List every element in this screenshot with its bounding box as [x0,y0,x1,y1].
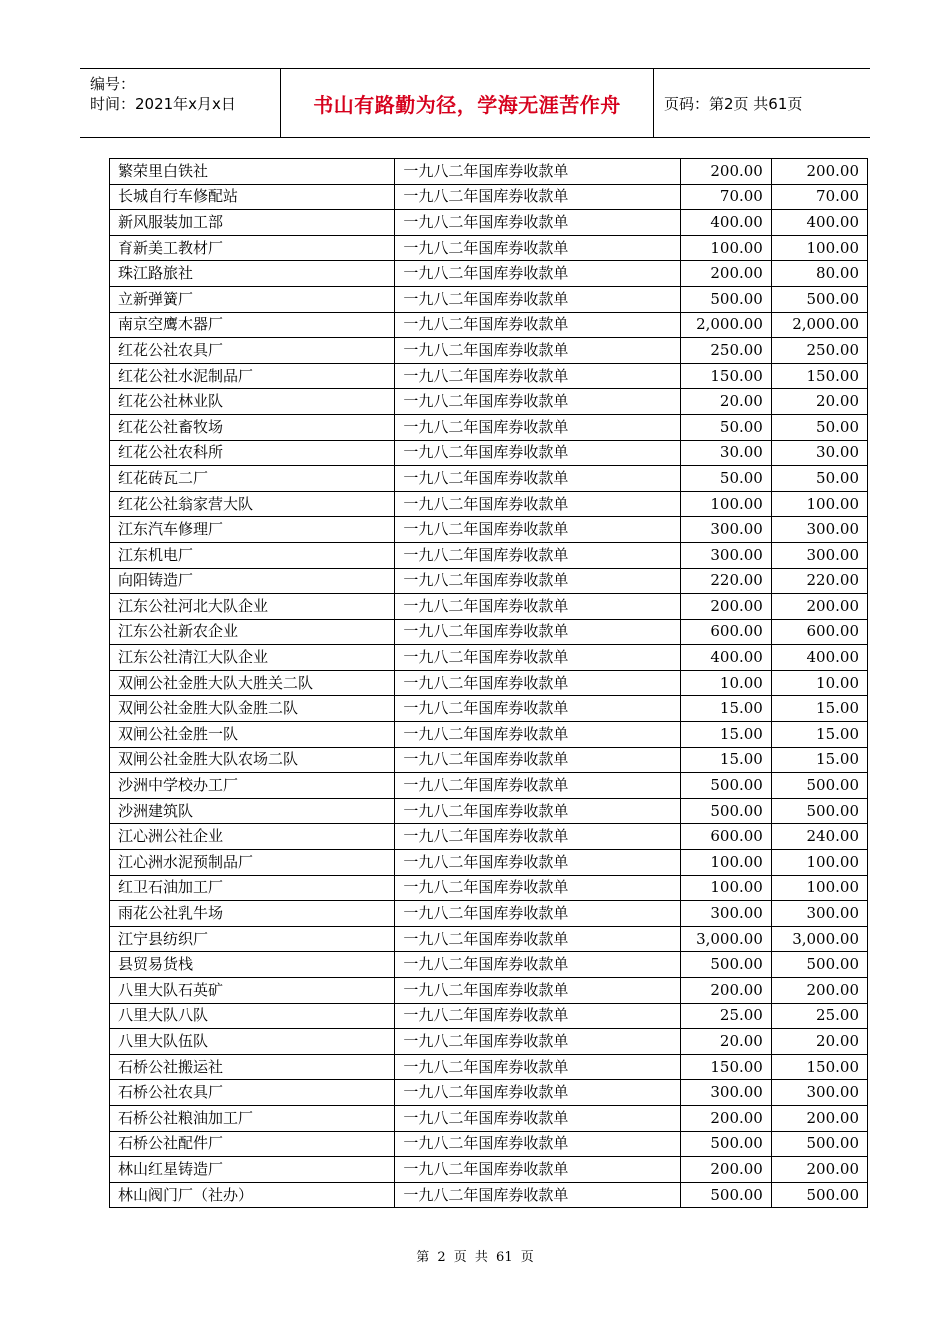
paid-amount-cell: 30.00 [771,440,867,466]
document-type-cell: 一九八二年国库券收款单 [395,286,680,312]
paid-amount-cell: 100.00 [771,491,867,517]
time-label: 时间：2021年x月x日 [90,95,236,113]
document-type-cell: 一九八二年国库券收款单 [395,1080,680,1106]
unit-name-cell: 红花公社畜牧场 [110,414,395,440]
document-type-cell: 一九八二年国库券收款单 [395,619,680,645]
paid-amount-cell: 500.00 [771,773,867,799]
unit-name-cell: 县贸易货栈 [110,952,395,978]
unit-name-cell: 林山红星铸造厂 [110,1157,395,1183]
unit-name-cell: 红花公社农科所 [110,440,395,466]
table-row [110,645,868,671]
unit-name-cell: 双闸公社金胜大队金胜二队 [110,696,395,722]
document-type-cell: 一九八二年国库券收款单 [395,773,680,799]
document-type-cell: 一九八二年国库券收款单 [395,517,680,543]
table-row [110,159,868,185]
document-type-cell: 一九八二年国库券收款单 [395,594,680,620]
unit-name-cell: 红花公社水泥制品厂 [110,363,395,389]
document-type-cell: 一九八二年国库券收款单 [395,798,680,824]
paid-amount-cell: 500.00 [771,286,867,312]
unit-name-cell: 江心洲公社企业 [110,824,395,850]
table-row [110,901,868,927]
paid-amount-cell: 2,000.00 [771,312,867,338]
amount-cell: 200.00 [680,159,771,185]
amount-cell: 500.00 [680,1182,771,1208]
table-row [110,312,868,338]
amount-cell: 500.00 [680,773,771,799]
amount-cell: 100.00 [680,850,771,876]
amount-cell: 15.00 [680,747,771,773]
paid-amount-cell: 15.00 [771,696,867,722]
paid-amount-cell: 25.00 [771,1003,867,1029]
amount-cell: 300.00 [680,517,771,543]
amount-cell: 300.00 [680,542,771,568]
document-type-cell: 一九八二年国库券收款单 [395,440,680,466]
document-type-cell: 一九八二年国库券收款单 [395,235,680,261]
amount-cell: 100.00 [680,875,771,901]
table-row [110,875,868,901]
table-row [110,286,868,312]
unit-name-cell: 立新弹簧厂 [110,286,395,312]
paid-amount-cell: 10.00 [771,670,867,696]
unit-name-cell: 新风服装加工部 [110,210,395,236]
paid-amount-cell: 200.00 [771,159,867,185]
document-type-cell: 一九八二年国库券收款单 [395,747,680,773]
amount-cell: 15.00 [680,722,771,748]
table-row [110,184,868,210]
document-type-cell: 一九八二年国库券收款单 [395,1157,680,1183]
amount-cell: 200.00 [680,1157,771,1183]
unit-name-cell: 江东公社新农企业 [110,619,395,645]
unit-name-cell: 红花砖瓦二厂 [110,466,395,492]
unit-name-cell: 红花公社农具厂 [110,338,395,364]
document-type-cell: 一九八二年国库券收款单 [395,901,680,927]
amount-cell: 200.00 [680,261,771,287]
unit-name-cell: 红卫石油加工厂 [110,875,395,901]
amount-cell: 70.00 [680,184,771,210]
table-row [110,1105,868,1131]
document-type-cell: 一九八二年国库券收款单 [395,1029,680,1055]
document-type-cell: 一九八二年国库券收款单 [395,952,680,978]
unit-name-cell: 南京空鹰木器厂 [110,312,395,338]
unit-name-cell: 红花公社翁家营大队 [110,491,395,517]
unit-name-cell: 石桥公社搬运社 [110,1054,395,1080]
document-type-cell: 一九八二年国库券收款单 [395,670,680,696]
amount-cell: 2,000.00 [680,312,771,338]
paid-amount-cell: 500.00 [771,1182,867,1208]
unit-name-cell: 八里大队石英矿 [110,978,395,1004]
table-row [110,850,868,876]
unit-name-cell: 江东公社河北大队企业 [110,594,395,620]
document-type-cell: 一九八二年国库券收款单 [395,491,680,517]
unit-name-cell: 江宁县纺织厂 [110,926,395,952]
table-row [110,824,868,850]
unit-name-cell: 繁荣里白铁社 [110,159,395,185]
table-row [110,952,868,978]
amount-cell: 200.00 [680,594,771,620]
paid-amount-cell: 50.00 [771,466,867,492]
document-type-cell: 一九八二年国库券收款单 [395,645,680,671]
document-type-cell: 一九八二年国库券收款单 [395,568,680,594]
header-meta [80,69,281,137]
paid-amount-cell: 3,000.00 [771,926,867,952]
amount-cell: 20.00 [680,1029,771,1055]
unit-name-cell: 石桥公社农具厂 [110,1080,395,1106]
paid-amount-cell: 300.00 [771,901,867,927]
document-type-cell: 一九八二年国库券收款单 [395,1054,680,1080]
unit-name-cell: 珠江路旅社 [110,261,395,287]
amount-cell: 220.00 [680,568,771,594]
table-row [110,696,868,722]
paid-amount-cell: 20.00 [771,389,867,415]
document-type-cell: 一九八二年国库券收款单 [395,722,680,748]
paid-amount-cell: 400.00 [771,645,867,671]
unit-name-cell: 沙洲中学校办工厂 [110,773,395,799]
amount-cell: 10.00 [680,670,771,696]
paid-amount-cell: 200.00 [771,594,867,620]
ledger-table [109,158,868,1208]
document-type-cell: 一九八二年国库券收款单 [395,184,680,210]
table-row [110,542,868,568]
paid-amount-cell: 150.00 [771,363,867,389]
table-row [110,747,868,773]
document-type-cell: 一九八二年国库券收款单 [395,466,680,492]
unit-name-cell: 江东公社清江大队企业 [110,645,395,671]
unit-name-cell: 双闸公社金胜大队大胜关二队 [110,670,395,696]
unit-name-cell: 育新美工教材厂 [110,235,395,261]
document-type-cell: 一九八二年国库券收款单 [395,1003,680,1029]
document-type-cell: 一九八二年国库券收款单 [395,363,680,389]
document-type-cell: 一九八二年国库券收款单 [395,926,680,952]
unit-name-cell: 红花公社林业队 [110,389,395,415]
table-row [110,978,868,1004]
table-row [110,1054,868,1080]
page-header [80,68,870,138]
table-row [110,440,868,466]
paid-amount-cell: 300.00 [771,542,867,568]
unit-name-cell: 江东汽车修理厂 [110,517,395,543]
unit-name-cell: 江心洲水泥预制品厂 [110,850,395,876]
amount-cell: 500.00 [680,286,771,312]
document-type-cell: 一九八二年国库券收款单 [395,159,680,185]
table-row [110,363,868,389]
table-row [110,1080,868,1106]
document-type-cell: 一九八二年国库券收款单 [395,1182,680,1208]
ledger-body [110,159,868,1208]
table-row [110,926,868,952]
table-row [110,466,868,492]
amount-cell: 250.00 [680,338,771,364]
unit-name-cell: 江东机电厂 [110,542,395,568]
number-label: 编号： [90,75,136,93]
paid-amount-cell: 20.00 [771,1029,867,1055]
document-type-cell: 一九八二年国库券收款单 [395,210,680,236]
document-type-cell: 一九八二年国库券收款单 [395,978,680,1004]
amount-cell: 50.00 [680,414,771,440]
header-page-cell [654,69,870,137]
paid-amount-cell: 100.00 [771,850,867,876]
document-type-cell: 一九八二年国库券收款单 [395,696,680,722]
amount-cell: 300.00 [680,901,771,927]
amount-cell: 150.00 [680,363,771,389]
table-row [110,568,868,594]
paid-amount-cell: 100.00 [771,875,867,901]
amount-cell: 200.00 [680,978,771,1004]
paid-amount-cell: 50.00 [771,414,867,440]
paid-amount-cell: 200.00 [771,1105,867,1131]
paid-amount-cell: 15.00 [771,747,867,773]
document-type-cell: 一九八二年国库券收款单 [395,1131,680,1157]
table-row [110,338,868,364]
amount-cell: 3,000.00 [680,926,771,952]
document-type-cell: 一九八二年国库券收款单 [395,261,680,287]
amount-cell: 30.00 [680,440,771,466]
table-row [110,517,868,543]
page-info: 页码：第2页 共61页 [664,94,803,113]
header-motto-cell [281,69,654,137]
paid-amount-cell: 300.00 [771,1080,867,1106]
paid-amount-cell: 240.00 [771,824,867,850]
document-type-cell: 一九八二年国库券收款单 [395,1105,680,1131]
table-row [110,619,868,645]
page-footer: 第 2 页 共 61 页 [416,1250,534,1265]
paid-amount-cell: 500.00 [771,798,867,824]
unit-name-cell: 雨花公社乳牛场 [110,901,395,927]
amount-cell: 400.00 [680,645,771,671]
amount-cell: 300.00 [680,1080,771,1106]
paid-amount-cell: 220.00 [771,568,867,594]
unit-name-cell: 长城自行车修配站 [110,184,395,210]
unit-name-cell: 双闸公社金胜大队农场二队 [110,747,395,773]
document-type-cell: 一九八二年国库券收款单 [395,542,680,568]
table-row [110,670,868,696]
table-row [110,1131,868,1157]
document-type-cell: 一九八二年国库券收款单 [395,875,680,901]
table-row [110,594,868,620]
paid-amount-cell: 600.00 [771,619,867,645]
document-type-cell: 一九八二年国库券收款单 [395,338,680,364]
amount-cell: 50.00 [680,466,771,492]
paid-amount-cell: 200.00 [771,1157,867,1183]
table-row [110,210,868,236]
amount-cell: 100.00 [680,235,771,261]
unit-name-cell: 八里大队八队 [110,1003,395,1029]
paid-amount-cell: 150.00 [771,1054,867,1080]
amount-cell: 600.00 [680,619,771,645]
table-row [110,414,868,440]
table-row [110,1029,868,1055]
unit-name-cell: 石桥公社配件厂 [110,1131,395,1157]
unit-name-cell: 石桥公社粮油加工厂 [110,1105,395,1131]
amount-cell: 15.00 [680,696,771,722]
unit-name-cell: 八里大队伍队 [110,1029,395,1055]
table-row [110,773,868,799]
paid-amount-cell: 500.00 [771,952,867,978]
paid-amount-cell: 300.00 [771,517,867,543]
paid-amount-cell: 80.00 [771,261,867,287]
paid-amount-cell: 70.00 [771,184,867,210]
document-type-cell: 一九八二年国库券收款单 [395,824,680,850]
document-type-cell: 一九八二年国库券收款单 [395,414,680,440]
unit-name-cell: 沙洲建筑队 [110,798,395,824]
amount-cell: 600.00 [680,824,771,850]
table-row [110,491,868,517]
unit-name-cell: 双闸公社金胜一队 [110,722,395,748]
motto: 书山有路勤为径，学海无涯苦作舟 [313,92,621,117]
amount-cell: 500.00 [680,798,771,824]
amount-cell: 100.00 [680,491,771,517]
paid-amount-cell: 100.00 [771,235,867,261]
table-row [110,235,868,261]
table-row [110,798,868,824]
unit-name-cell: 向阳铸造厂 [110,568,395,594]
amount-cell: 25.00 [680,1003,771,1029]
amount-cell: 20.00 [680,389,771,415]
document-type-cell: 一九八二年国库券收款单 [395,389,680,415]
paid-amount-cell: 250.00 [771,338,867,364]
document-type-cell: 一九八二年国库券收款单 [395,850,680,876]
amount-cell: 500.00 [680,952,771,978]
table-row [110,1157,868,1183]
amount-cell: 400.00 [680,210,771,236]
document-type-cell: 一九八二年国库券收款单 [395,312,680,338]
table-row [110,389,868,415]
paid-amount-cell: 15.00 [771,722,867,748]
table-row [110,1003,868,1029]
paid-amount-cell: 500.00 [771,1131,867,1157]
paid-amount-cell: 400.00 [771,210,867,236]
table-row [110,261,868,287]
unit-name-cell: 林山阀门厂（社办） [110,1182,395,1208]
amount-cell: 200.00 [680,1105,771,1131]
table-row [110,722,868,748]
paid-amount-cell: 200.00 [771,978,867,1004]
amount-cell: 500.00 [680,1131,771,1157]
amount-cell: 150.00 [680,1054,771,1080]
table-row [110,1182,868,1208]
